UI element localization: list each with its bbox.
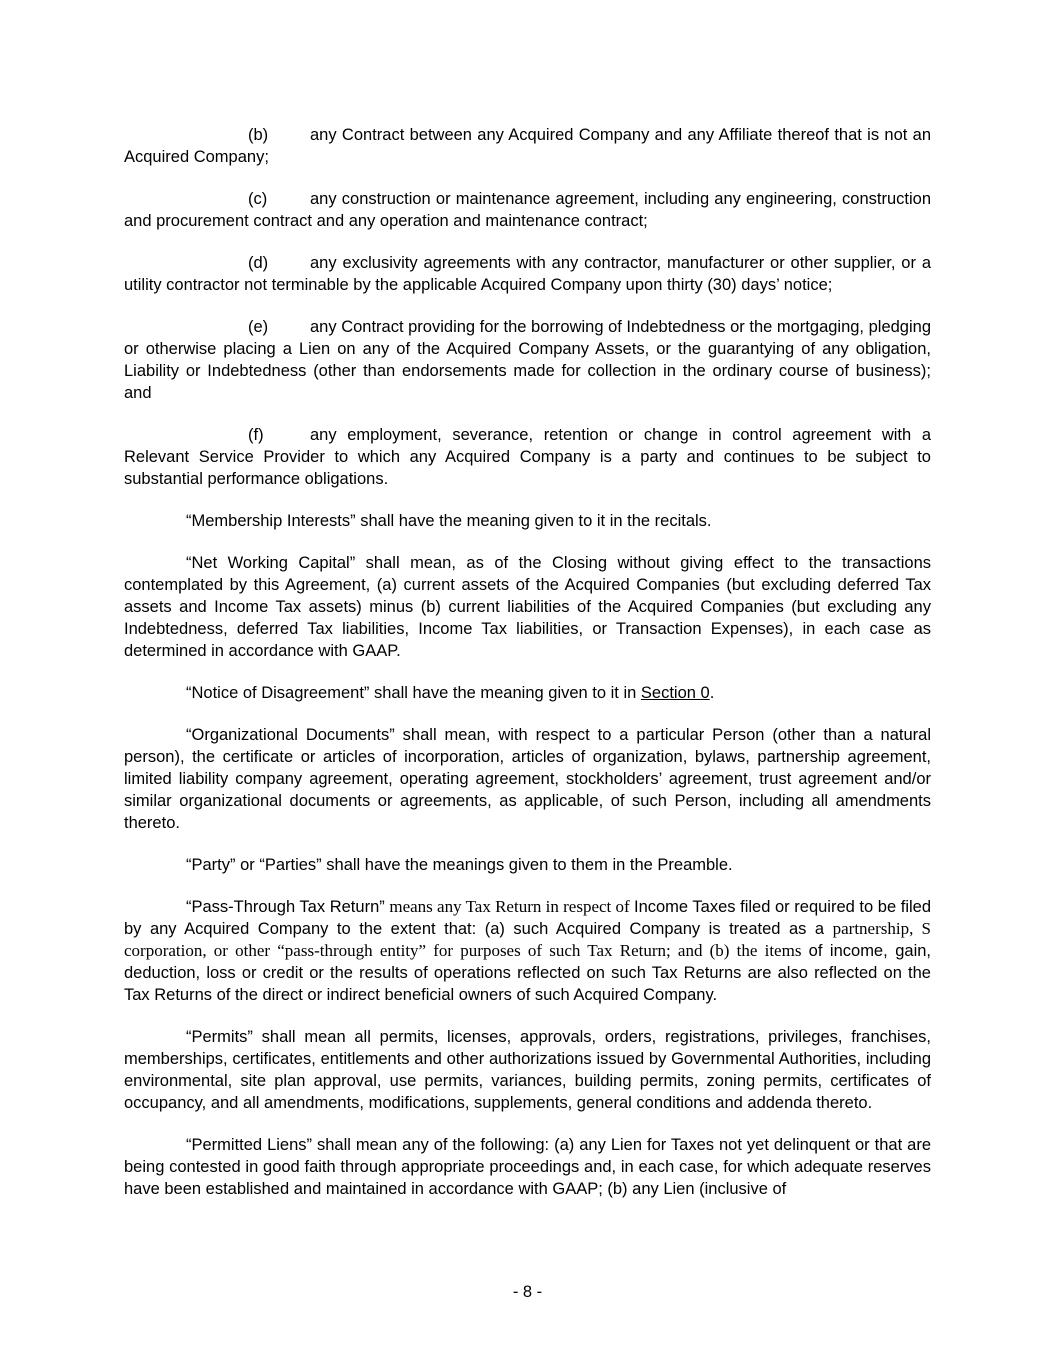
definition-organizational-documents: “Organizational Documents” shall mean, with respect to a particular Person (other than a natural person), the certificate or articles of incorporation, articles of organization, bylaws, partnership agreement, limited liability company agreement, operating agreement, stockholders’ agreement, trust agreement and/or similar organizational documents or agreements, as applicable, of such Person, including all amendments thereto. [124,726,931,832]
page-number: - 8 - [512,1283,543,1301]
list-item-e [124,316,931,404]
item-label: (f) [248,426,264,444]
definition-permits: “Permits” shall mean all permits, licenses, approvals, orders, registrations, privileges, franchises, memberships, certificates, entitlements and other authorizations issued by Governmental Authorities, including environmental, site plan approval, use permits, variances, building permits, zoning permits, certificates of occupancy, and all amendments, modifications, supplements, general conditions and addenda thereto. [124,1028,931,1112]
item-text: any construction or maintenance agreement, including any engineering, construction and procurement contract and any operation and maintenance contract; [124,190,931,230]
item-text: any Contract between any Acquired Company and any Affiliate thereof that is not an Acquired Company; [124,126,931,166]
list-item-b [124,124,931,168]
list-item-c [124,188,931,232]
list-item-f [124,424,931,490]
item-text: any exclusivity agreements with any contractor, manufacturer or other supplier, or a utility contractor not terminable by the applicable Acquired Company upon thirty (30) days’ notice; [124,254,931,294]
definition-term: “Pass-Through Tax Return” [186,898,390,916]
definition-text: “Notice of Disagreement” shall have the meaning given to it in [186,684,641,702]
item-label: (e) [248,318,269,336]
definition-membership-interests: “Membership Interests” shall have the meaning given to it in the recitals. [186,512,712,530]
definition-text: Income Taxes filed or required to be filed by any Acquired Company to the extent that: (a) such Acquired Company is treated as a [124,898,932,938]
definition-text-serif-2: partnership, S corporation, or other “pass-through entity” for purposes of such Tax Return; and (b) the items [124,919,931,960]
item-text: any Contract providing for the borrowing of Indebtedness or the mortgaging, pledging or otherwise placing a Lien on any of the Acquired Company Assets, or the guarantying of any obligation, Liability or Indebtedness (other than endorsements made for collection in the ordinary course of business); and [124,318,931,402]
list-item-d [124,252,931,296]
item-label: (c) [248,190,268,208]
definition-net-working-capital: “Net Working Capital” shall mean, as of the Closing without giving effect to the transactions contemplated by this Agreement, (a) current assets of the Acquired Companies (but excluding deferred Tax assets and Income Tax assets) minus (b) current liabilities of the Acquired Companies (but excluding any Indebtedness, deferred Tax liabilities, Income Tax liabilities, or Transaction Expenses), in each case as determined in accordance with GAAP. [124,554,931,660]
definition-pass-through-tax-return [124,896,931,1006]
definition-notice-of-disagreement [124,682,931,704]
section-reference-link[interactable]: Section 0 [640,684,710,702]
definition-text-end: . [709,684,715,702]
definition-text-serif: means any Tax Return in respect of [389,897,634,916]
item-label: (b) [248,126,269,144]
item-text: any employment, severance, retention or change in control agreement with a Relevant Service Provider to which any Acquired Company is a party and continues to be subject to substantial performance obligations. [124,426,931,488]
item-label: (d) [248,254,269,272]
definition-text-2: of income, gain, deduction, loss or credit or the results of operations reflected on such Tax Returns are also reflected on the Tax Returns of the direct or indirect beneficial owners of such Acquired Company. [124,942,932,1004]
document-page [124,124,931,1220]
definition-permitted-liens: “Permitted Liens” shall mean any of the following: (a) any Lien for Taxes not yet delinquent or that are being contested in good faith through appropriate proceedings and, in each case, for which adequate reserves have been established and maintained in accordance with GAAP; (b) any Lien (inclusive of [124,1136,931,1198]
definition-party: “Party” or “Parties” shall have the meanings given to them in the Preamble. [186,856,733,874]
